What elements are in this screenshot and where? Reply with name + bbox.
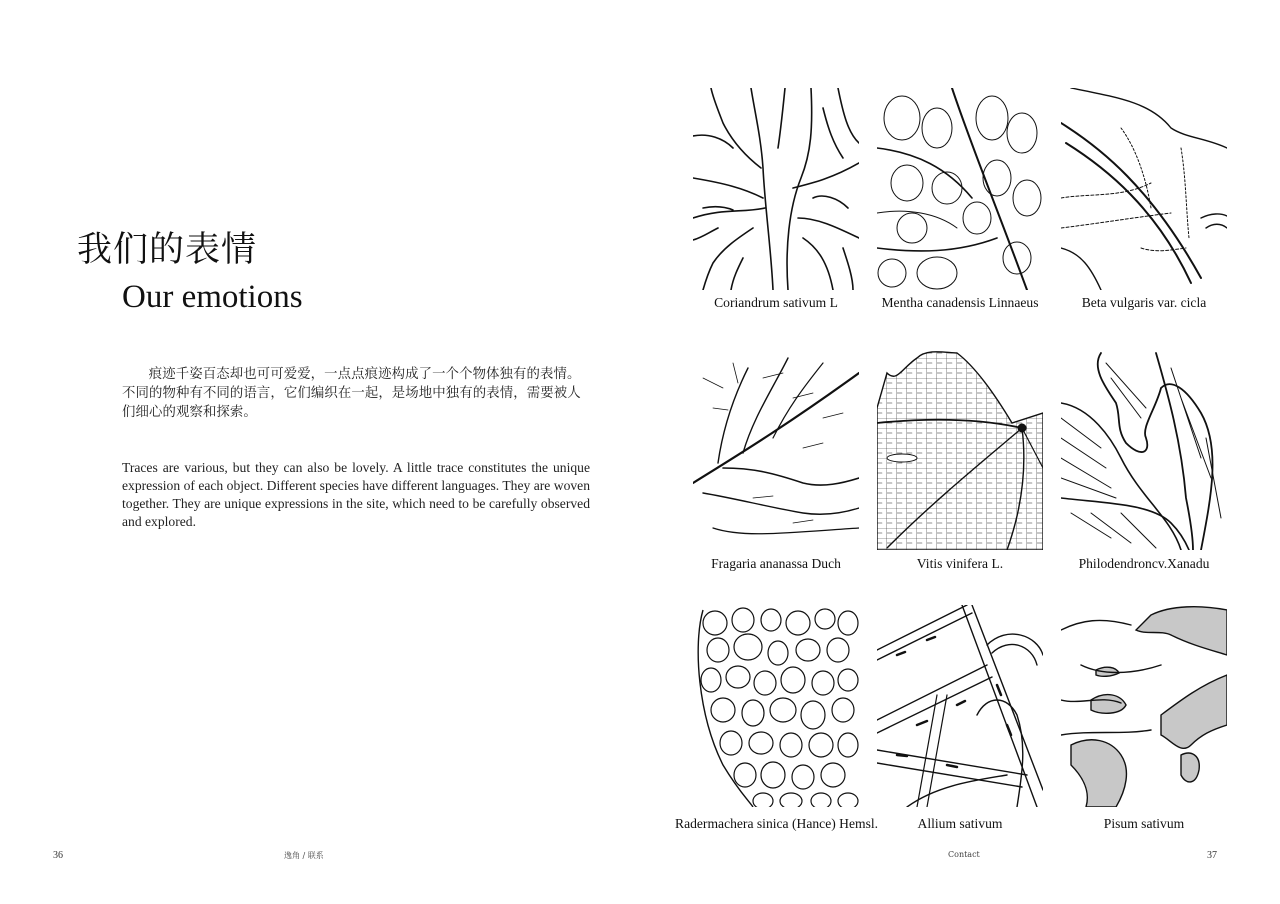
plate-caption: Radermachera sinica (Hance) Hemsl. xyxy=(675,816,879,831)
plate-caption: Fragaria ananassa Duch xyxy=(711,556,841,571)
chard-leaf-drawing-icon xyxy=(1061,88,1227,290)
paragraph-chinese: 痕迹千姿百态却也可可爱爱，一点点痕迹构成了一个个物体独有的表情。不同的物种有不同的语言，它们编织在一起，是场地中独有的表情，需要被人们细心的观察和探索。 xyxy=(122,367,581,420)
plate-caption: Mentha canadensis Linnaeus xyxy=(881,295,1039,310)
running-head-left: 逸角 / 联系 xyxy=(284,851,324,860)
paragraph-english: Traces are various, but they can also be lovely. A little trace constitutes the unique expression of each object. Different species have different languages. They are woven together. They are unique expressions in the site, which need to be carefully observed and explored. xyxy=(122,460,590,529)
plate-caption: Allium sativum xyxy=(917,816,1003,831)
philodendron-leaf-drawing-icon xyxy=(1061,348,1227,550)
coriander-leaf-drawing-icon xyxy=(693,88,859,290)
page-number-left: 36 xyxy=(53,850,63,861)
plate-caption: Coriandrum sativum L xyxy=(714,295,838,310)
plate-caption: Beta vulgaris var. cicla xyxy=(1081,295,1207,310)
pea-leaf-drawing-icon xyxy=(1061,605,1227,807)
plate-caption: Pisum sativum xyxy=(1103,816,1185,831)
garlic-stems-drawing-icon xyxy=(877,605,1043,807)
title-english: Our emotions xyxy=(122,279,303,315)
right-page xyxy=(640,0,1280,904)
mint-leaf-drawing-icon xyxy=(877,88,1043,290)
radermachera-cells-drawing-icon xyxy=(693,605,859,807)
page-number-right: 37 xyxy=(1207,850,1217,861)
running-head-right: Contact xyxy=(948,850,980,859)
plate-caption: Philodendroncv.Xanadu xyxy=(1078,556,1210,571)
strawberry-leaf-drawing-icon xyxy=(693,348,859,550)
grape-leaf-drawing-icon xyxy=(877,348,1043,550)
plate-caption: Vitis vinifera L. xyxy=(916,556,1004,571)
title-chinese: 我们的表情 xyxy=(77,230,258,270)
